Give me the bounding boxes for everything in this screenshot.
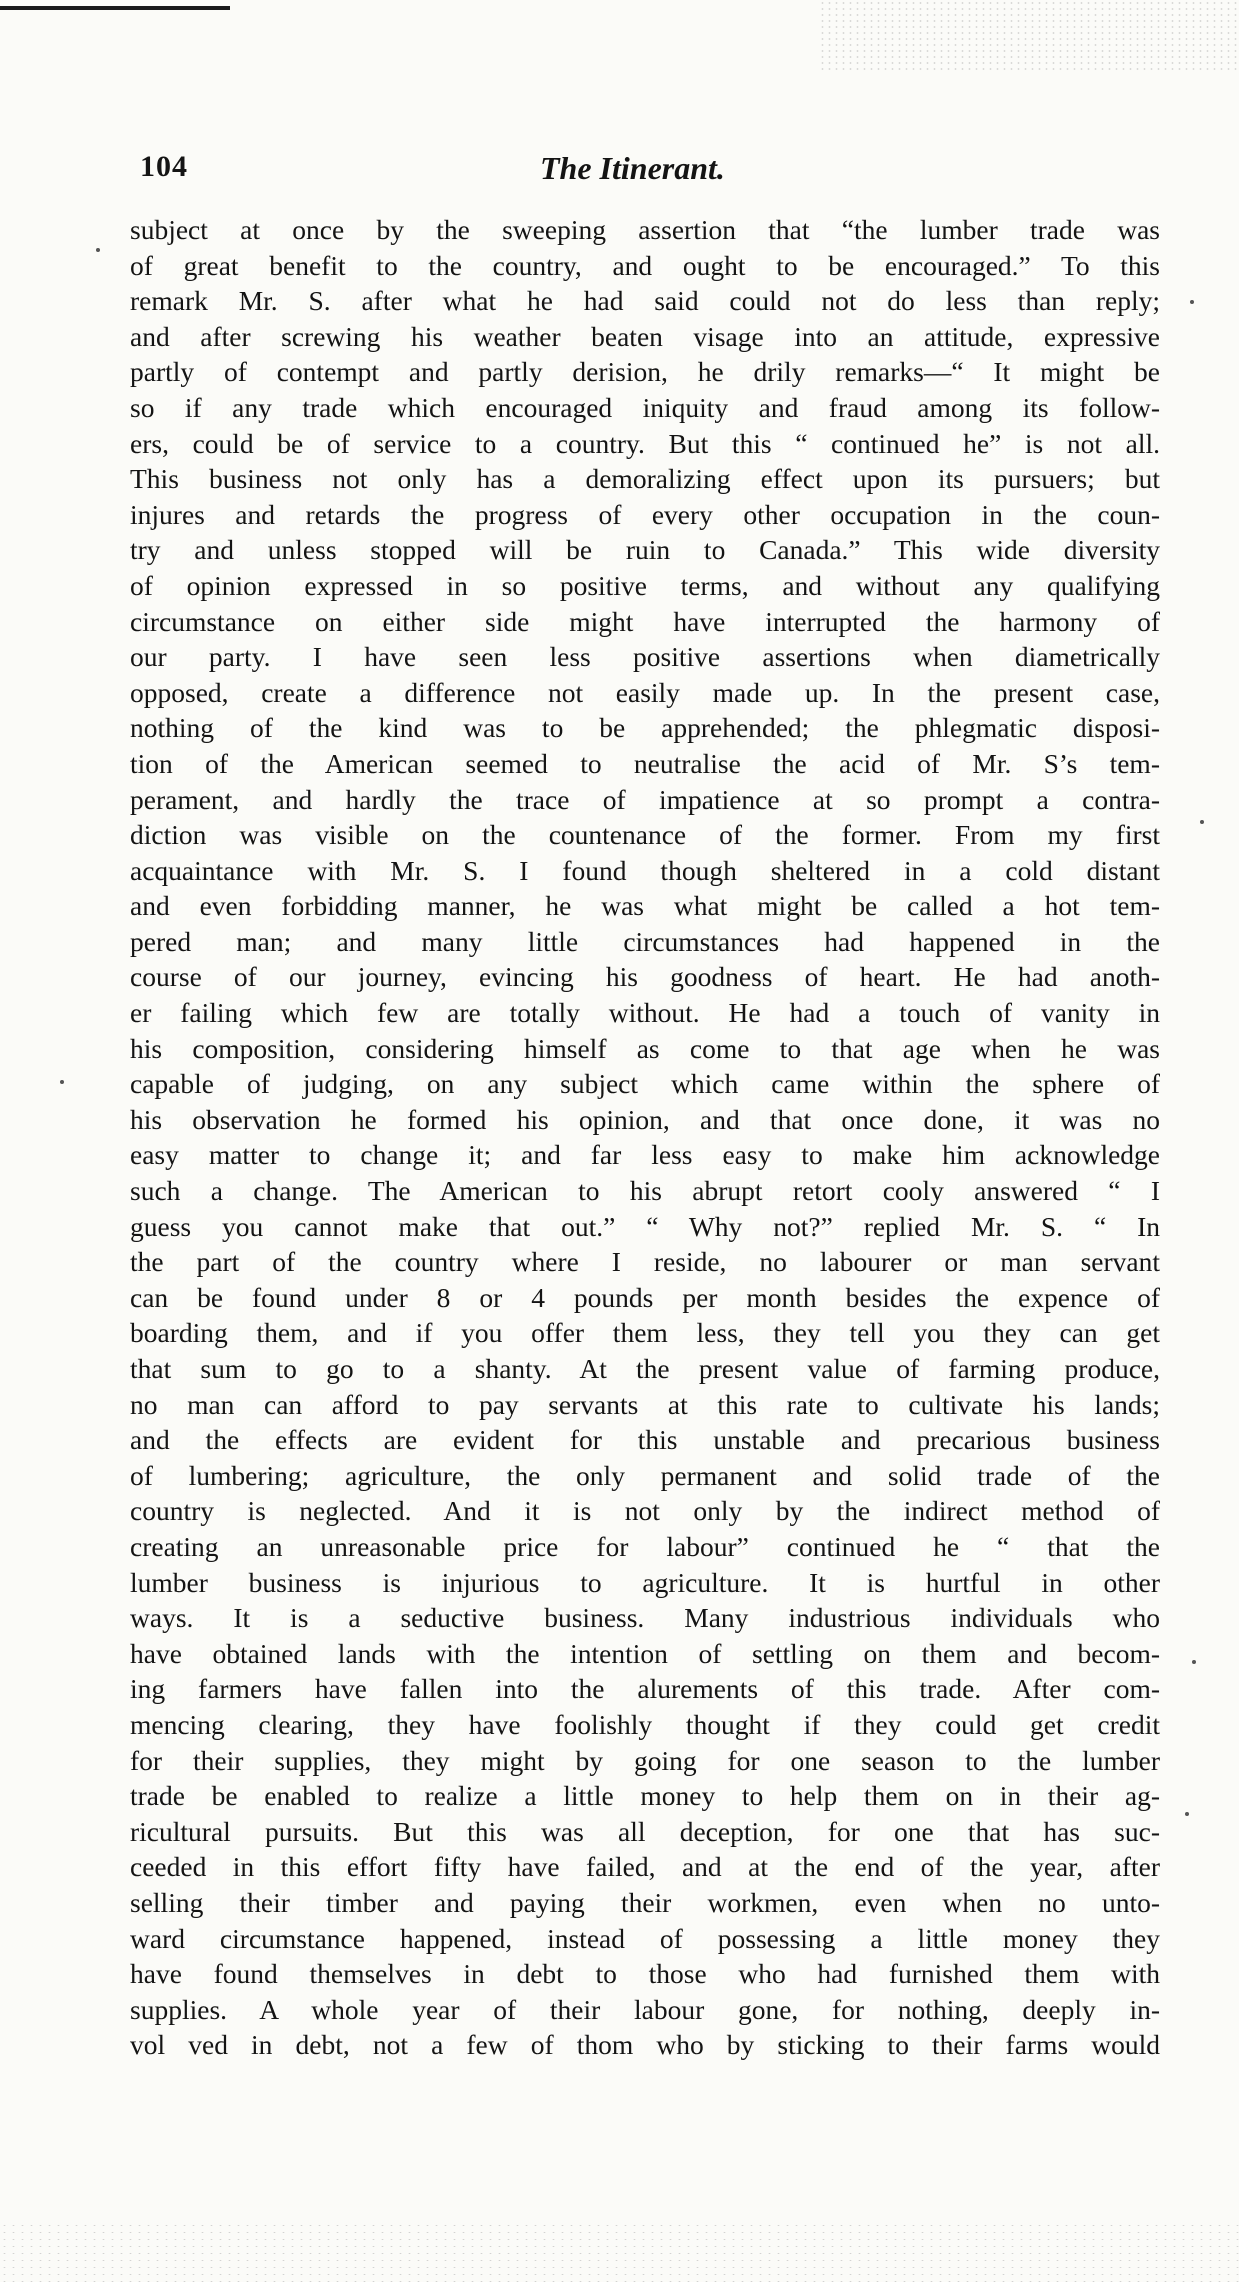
page-header (140, 150, 1160, 194)
text-line: easy matter to change it; and far less easy to make him acknowledge (130, 1139, 1160, 1171)
text-line: selling their timber and paying their workmen, even when no unto- (130, 1886, 1160, 1918)
text-line: acquaintance with Mr. S. I found though sheltered in a cold distant (130, 854, 1160, 886)
text-line: mencing clearing, they have foolishly thought if they could get credit (130, 1708, 1160, 1740)
text-line: lumber business is injurious to agriculture. It is hurtful in other (130, 1566, 1160, 1598)
text-line: This business not only has a demoralizing effect upon its pursuers; but (130, 463, 1160, 495)
text-line: remark Mr. S. after what he had said could not do less than reply; (130, 285, 1160, 317)
text-line: ers, could be of service to a country. But this “ continued he” is not all. (130, 427, 1160, 459)
text-line: his composition, considering himself as come to that age when he was (130, 1032, 1160, 1064)
text-line: tion of the American seemed to neutralise the acid of Mr. S’s tem- (130, 747, 1160, 779)
text-line: of lumbering; agriculture, the only permanent and solid trade of the (130, 1459, 1160, 1491)
text-line: ceeded in this effort fifty have failed, and at the end of the year, after (130, 1851, 1160, 1883)
text-line: ways. It is a seductive business. Many industrious individuals who (130, 1602, 1160, 1634)
text-line: er failing which few are totally without. He had a touch of vanity in (130, 997, 1160, 1029)
text-line: so if any trade which encouraged iniquity and fraud among its follow- (130, 391, 1160, 423)
text-line: and even forbidding manner, he was what might be called a hot tem- (130, 890, 1160, 922)
text-line: such a change. The American to his abrupt retort cooly answered “ I (130, 1175, 1160, 1207)
margin-dot (60, 1080, 64, 1084)
text-line: and after screwing his weather beaten visage into an attitude, expressive (130, 320, 1160, 352)
text-line: can be found under 8 or 4 pounds per month besides the expence of (130, 1281, 1160, 1313)
text-line: for their supplies, they might by going for one season to the lumber (130, 1744, 1160, 1776)
text-line: our party. I have seen less positive assertions when diametrically (130, 641, 1160, 673)
text-line: no man can afford to pay servants at this rate to cultivate his lands; (130, 1388, 1160, 1420)
text-line: that sum to go to a shanty. At the present value of farming produce, (130, 1353, 1160, 1384)
text-line: his observation he formed his opinion, and that once done, it was no (130, 1103, 1160, 1135)
text-line: subject at once by the sweeping assertion that “the lumber trade was (130, 214, 1160, 245)
page-number: 104 (140, 150, 188, 183)
text-line: guess you cannot make that out.” “ Why not?” replied Mr. S. “ In (130, 1210, 1160, 1242)
paper-speckle-top (819, 0, 1239, 70)
text-line: have found themselves in debt to those who had furnished them with (130, 1958, 1160, 1990)
text-line: partly of contempt and partly derision, he drily remarks—“ It might be (130, 356, 1160, 388)
text-line: circumstance on either side might have interrupted the harmony of (130, 605, 1160, 637)
text-line: creating an unreasonable price for labour” continued he “ that the (130, 1530, 1160, 1562)
text-line: perament, and hardly the trace of impatience at so prompt a contra- (130, 783, 1160, 815)
text-line: trade be enabled to realize a little money to help them on in their ag- (130, 1780, 1160, 1812)
text-line: supplies. A whole year of their labour gone, for nothing, deeply in- (130, 1993, 1160, 2025)
text-line: try and unless stopped will be ruin to Canada.” This wide diversity (130, 534, 1160, 566)
text-line: nothing of the kind was to be apprehended; the phlegmatic disposi- (130, 712, 1160, 744)
text-line: of great benefit to the country, and ought to be encouraged.” To this (130, 249, 1160, 281)
margin-dot (1192, 1660, 1196, 1664)
text-line: injures and retards the progress of every other occupation in the coun- (130, 498, 1160, 530)
body-text (130, 212, 1160, 2063)
text-line: course of our journey, evincing his goodness of heart. He had anoth- (130, 961, 1160, 993)
margin-dot (1200, 820, 1204, 824)
text-line: diction was visible on the countenance of the former. From my first (130, 819, 1160, 851)
text-line: capable of judging, on any subject which came within the sphere of (130, 1068, 1160, 1100)
text-line: ricultural pursuits. But this was all deception, for one that has suc- (130, 1815, 1160, 1847)
text-line: opposed, create a difference not easily made up. In the present case, (130, 676, 1160, 708)
text-line: of opinion expressed in so positive terms, and without any qualifying (130, 569, 1160, 601)
text-line: vol ved in debt, not a few of thom who by sticking to their farms would (130, 2029, 1160, 2061)
text-line: ing farmers have fallen into the alurements of this trade. After com- (130, 1673, 1160, 1705)
text-line: the part of the country where I reside, no labourer or man servant (130, 1246, 1160, 1278)
paper-speckle-bottom (0, 2222, 1239, 2282)
text-line: and the effects are evident for this unstable and precarious business (130, 1424, 1160, 1456)
margin-dot (1190, 300, 1194, 304)
text-line: have obtained lands with the intention of settling on them and becom- (130, 1637, 1160, 1669)
text-line: boarding them, and if you offer them less, they tell you they can get (130, 1317, 1160, 1349)
running-title: The Itinerant. (540, 150, 725, 186)
margin-dot (1185, 1812, 1189, 1816)
text-line: country is neglected. And it is not only by the indirect method of (130, 1495, 1160, 1527)
text-line: ward circumstance happened, instead of possessing a little money they (130, 1922, 1160, 1954)
text-line: pered man; and many little circumstances had happened in the (130, 925, 1160, 957)
top-rule (0, 6, 230, 10)
margin-dot (96, 248, 100, 252)
